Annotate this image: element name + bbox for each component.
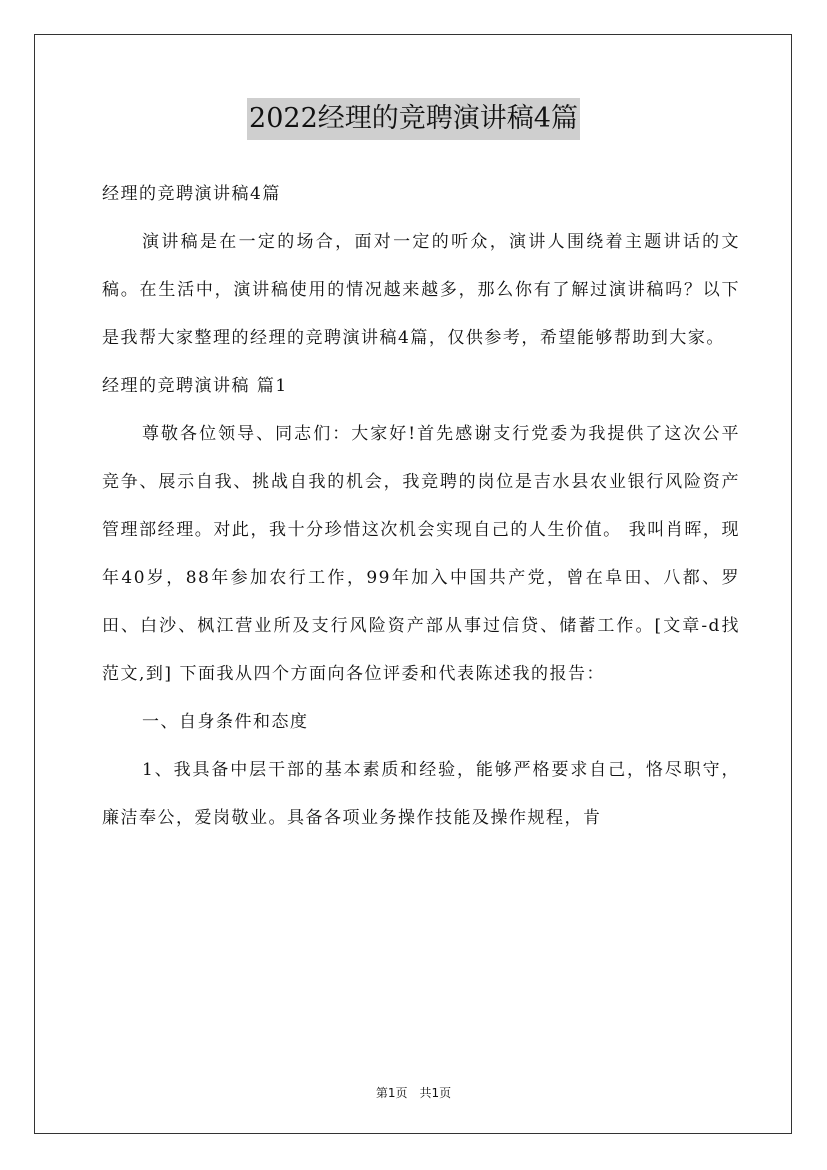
- section-heading: 经理的竞聘演讲稿4篇: [102, 184, 281, 204]
- page-footer: 第1页 共1页: [375, 1086, 452, 1100]
- body-paragraph: 1、我具备中层干部的基本素质和经验，能够严格要求自己，恪尽职守，廉洁奉公，爱岗敬业。具备各项业务操作技能及操作规程，肯: [102, 760, 740, 828]
- document-title: 2022经理的竞聘演讲稿4篇: [247, 98, 580, 140]
- body-paragraph: 尊敬各位领导、同志们：大家好!首先感谢支行党委为我提供了这次公平竞争、展示自我、挑战自我的机会，我竞聘的岗位是吉水县农业银行风险资产管理部经理。对此，我十分珍惜这次机会实现自己的人生价值。 我叫肖晖，现年40岁，88年参加农行工作，99年加入中国共产党，曾在阜田、八都、罗田、白沙、枫江营业所及支行风险资产部从事过信贷、储蓄工作。[文章-d找范文,到] 下面我从四个方面向各位评委和代表陈述我的报告：: [102, 424, 740, 684]
- intro-paragraph: 演讲稿是在一定的场合，面对一定的听众，演讲人围绕着主题讲话的文稿。在生活中，演讲稿使用的情况越来越多，那么你有了解过演讲稿吗？以下是我帮大家整理的经理的竞聘演讲稿4篇，仅供参考，希望能够帮助到大家。: [102, 232, 740, 348]
- document-body: [102, 170, 740, 842]
- subsection-heading: 一、自身条件和态度: [142, 712, 309, 732]
- document-title-container: [0, 98, 827, 140]
- section-heading: 经理的竞聘演讲稿 篇1: [102, 376, 288, 396]
